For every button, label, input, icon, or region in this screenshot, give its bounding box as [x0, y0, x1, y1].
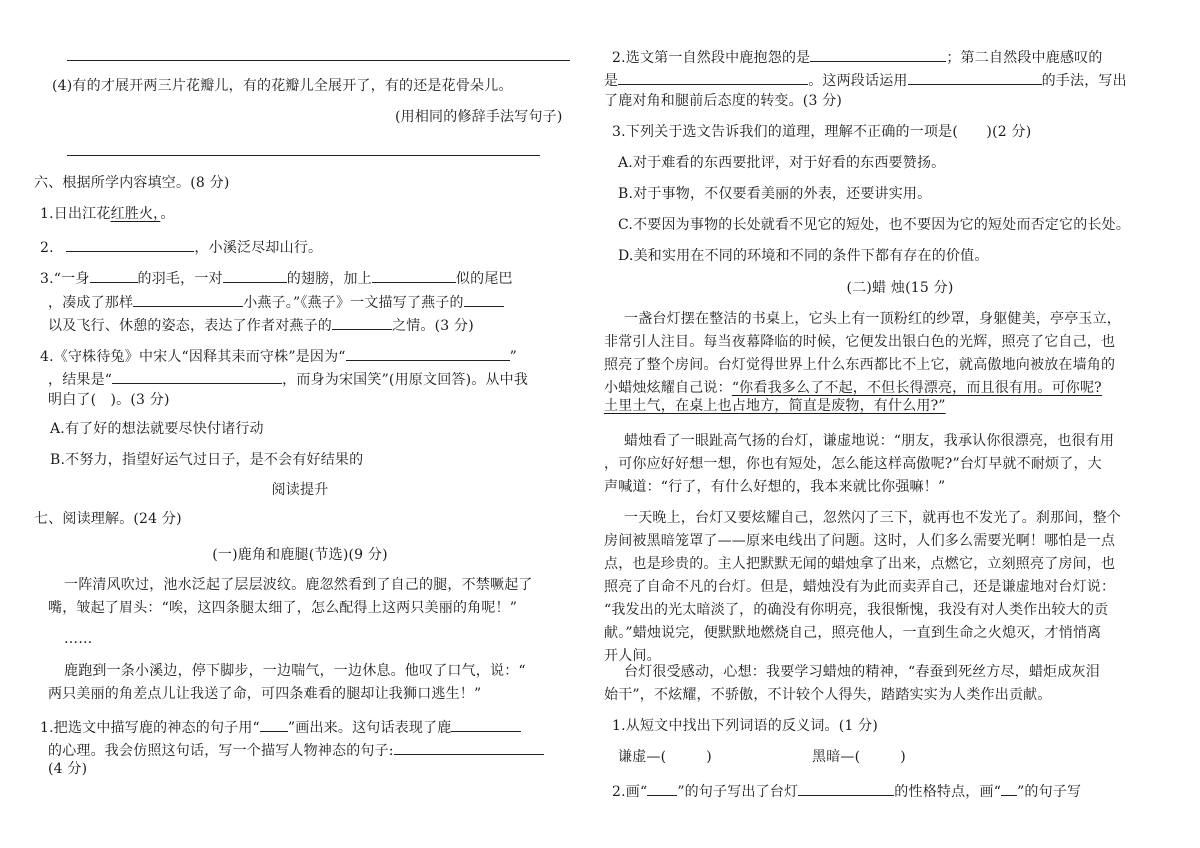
- text: 的翅膀，加上: [286, 271, 372, 287]
- text: ，凑成了那样: [48, 295, 134, 311]
- passage-2-line: 一盏台灯摆在整洁的书桌上，它头上有一顶粉红的纱罩，身躯健美，亭亭玉立，: [624, 311, 1121, 327]
- q1-antonym-title: 1.从短文中找出下列词语的反义词。(1 分): [612, 718, 879, 734]
- text: ”的句子写: [1017, 784, 1082, 800]
- text: 是: [604, 73, 619, 89]
- text: 2.选文第一自然段中鹿抱怨的是: [612, 50, 811, 66]
- text: 之情。(3 分): [392, 318, 474, 334]
- text: ，而身为宋国笑”(用原文回答)。从中我: [282, 372, 529, 388]
- passage-1-title: (一)鹿角和鹿腿(节选)(9 分): [212, 547, 388, 563]
- text: 1.把选文中描写鹿的神态的句子用“: [40, 720, 260, 736]
- text: ): [706, 749, 712, 765]
- q2-character-line: [612, 780, 1081, 801]
- text: 的性格特点，画“: [894, 784, 1002, 800]
- passage-2-line: 房间被黑暗笼罩了——原来电线出了问题。这时，人们多么需要光啊！哪怕是一点: [604, 533, 1116, 549]
- text: ，结果是“: [48, 372, 113, 388]
- passage-2-line: 献。”蜡烛说完，便默默地燃烧自己，照亮他人，一直到生命之火熄灭，才悄悄离: [604, 625, 1102, 641]
- answer-line: [67, 155, 540, 156]
- q2-line-c: 了鹿对角和腿前后态度的转变。(3 分): [604, 93, 843, 109]
- s6-item-3-line-b: [48, 291, 504, 312]
- q3-option-a: A.对于难看的东西要批评，对于好看的东西要赞扬。: [618, 155, 946, 171]
- passage-2-line: “我发出的光太暗淡了，的确没有你明亮，我很惭愧，我没有对人类作出较大的贡: [604, 602, 1109, 618]
- passage-2-line: 台灯很受感动，心想：我要学习蜡烛的精神，“春蚕到死丝方尽，蜡炬成灰泪: [624, 664, 1100, 680]
- q3-option-b: B.对于事物，不仅要看美丽的外表，还要讲实用。: [618, 186, 932, 202]
- blank[interactable]: [133, 291, 243, 307]
- q3-title: 3.下列关于选文告诉我们的道理，理解不正确的一项是( )(2 分): [612, 124, 1032, 140]
- text: ): [900, 749, 906, 765]
- blank[interactable]: [908, 69, 1042, 85]
- blank[interactable]: [112, 368, 282, 384]
- text: 2.画“: [612, 784, 648, 800]
- passage-2-line: 非常引人注目。每当夜幕降临的时候，它便发出银白色的光辉，照亮了它自己，也: [604, 334, 1116, 350]
- s6-item-2: [40, 236, 322, 257]
- underlined-sentence: “你看我多么了不起，不但长得漂亮，而且很有用。可你呢?: [731, 380, 1102, 396]
- passage-1-line: 一阵清风吹过，池水泛起了层层波纹。鹿忽然看到了自己的腿，不禁噘起了: [64, 577, 533, 593]
- right-column: [600, 0, 1200, 848]
- text: 小蜡烛炫耀自己说：: [604, 380, 732, 396]
- blank[interactable]: [451, 716, 521, 732]
- blank[interactable]: [647, 780, 677, 796]
- text: 的手法，写出: [1041, 73, 1127, 89]
- blank[interactable]: [260, 716, 288, 732]
- text: 小燕子。”《燕子》一文描写了燕子的: [243, 295, 464, 311]
- text: 以及飞行、休憩的姿态，表达了作者对燕子的: [48, 318, 332, 334]
- s6-4-option-a: A.有了好的想法就要尽快付诸行动: [50, 421, 264, 437]
- passage-2-line: 点，也是珍贵的。主人把默默无闻的蜡烛拿了出来，点燃它，立刻照亮了房间，也: [604, 556, 1116, 572]
- s6-item-3-line-c: [48, 314, 474, 335]
- blank[interactable]: [810, 46, 946, 62]
- s6-4-option-b: B.不努力，指望好运气过日子，是不会有好结果的: [50, 452, 364, 468]
- q1-line-b: [48, 739, 544, 760]
- s6-item-4-line-b: [48, 368, 528, 389]
- s6-1-pre: 1.日出江花: [40, 206, 111, 222]
- s6-1-fill: 红胜火，: [110, 206, 161, 222]
- text: 似的尾巴: [455, 271, 513, 287]
- blank[interactable]: [1001, 780, 1017, 796]
- blank[interactable]: [223, 267, 287, 283]
- passage-2-line: 照亮了自命不凡的台灯。但是，蜡烛没有为此而卖弄自己，还是谦虚地对台灯说：: [604, 579, 1116, 595]
- text: 。这两段话运用: [808, 73, 908, 89]
- text: ”画出来。这句话表现了鹿: [287, 720, 452, 736]
- text: 黑暗—(: [812, 749, 861, 765]
- blank[interactable]: [618, 69, 808, 85]
- q1-antonym-1: [618, 748, 712, 766]
- q2-line-b: [604, 69, 1127, 90]
- q3-option-c: C.不要因为事物的长处就看不见它的短处，也不要因为它的短处而否定它的长处。: [618, 217, 1131, 233]
- text: 3.“一身: [40, 271, 90, 287]
- passage-2-line: ，可你应好好想一想，你也有短处，怎么能这样高傲呢?”台灯早就不耐烦了，大: [604, 456, 1102, 472]
- s6-item-1: [40, 205, 175, 223]
- passage-2-line: 蜡烛看了一眼趾高气扬的台灯，谦虚地说：“朋友，我承认你很漂亮，也很有用: [624, 433, 1115, 449]
- blank[interactable]: [346, 345, 510, 361]
- passage-2-line: 照亮了整个房间。台灯觉得世界上什么东西都比不上它，就高傲地向被放在墙角的: [604, 357, 1116, 373]
- passage-2-line: [604, 379, 1102, 397]
- passage-1-line: 两只美丽的角差点儿让我送了命，可四条难看的腿却让我狮口逃生！”: [48, 686, 482, 702]
- underlined-sentence: 土里土气，在桌上也占地方，简直是废物，有什么用?”: [604, 398, 946, 414]
- passage-2-line: 一天晚上，台灯又要炫耀自己，忽然闪了三下，就再也不发光了。刹那间，整个: [624, 510, 1121, 526]
- text: ”: [509, 349, 517, 365]
- q1-line-a: [40, 716, 521, 737]
- s6-item-3-line-a: [40, 267, 513, 288]
- text: 4.《守株待兔》中宋人“因释其耒而守株”是因为“: [40, 349, 346, 365]
- blank[interactable]: [90, 267, 138, 283]
- passage-1-ellipsis: ……: [64, 631, 93, 647]
- passage-2-line: 声喊道：“行了，有什么好想的，我本来就比你强嘛！”: [604, 479, 946, 495]
- passage-1-line: 鹿跑到一条小溪边，停下脚步，一边喘气，一边休息。他叹了口气，说：“: [64, 663, 526, 679]
- passage-2-title: (二)蜡 烛(15 分): [846, 280, 954, 296]
- s6-2-post: ，小溪泛尽却山行。: [194, 240, 323, 256]
- q1-antonym-2: [812, 748, 906, 766]
- text: 的羽毛，一对: [137, 271, 223, 287]
- section-6-title: 六、根据所学内容填空。(8 分): [34, 175, 230, 191]
- blank[interactable]: [66, 236, 194, 252]
- s6-1-post: 。: [160, 206, 175, 222]
- q1-line-c: (4 分): [48, 761, 88, 777]
- blank[interactable]: [332, 314, 392, 330]
- q4-sentence: (4)有的才展开两三片花瓣儿，有的花瓣儿全展开了，有的还是花骨朵儿。: [52, 78, 513, 94]
- blank[interactable]: [394, 739, 544, 755]
- reading-header: 阅读提升: [271, 482, 329, 498]
- section-7-title: 七、阅读理解。(24 分): [34, 511, 182, 527]
- s6-item-4-line-a: [40, 345, 517, 366]
- text: 的心理。我会仿照这句话，写一个描写人物神态的句子:: [48, 743, 394, 759]
- blank[interactable]: [798, 780, 894, 796]
- text: ；第二自然段中鹿感叹的: [946, 50, 1103, 66]
- text: 谦虚—(: [618, 749, 667, 765]
- answer-line: [67, 60, 570, 61]
- passage-2-line: 开人间。: [604, 648, 661, 664]
- passage-2-line: 始干”，不炫耀，不骄傲，不计较个人得失，踏踏实实为人类作出贡献。: [604, 687, 1052, 703]
- blank[interactable]: [464, 291, 504, 307]
- q3-option-d: D.美和实用在不同的环境和不同的条件下都有存在的价值。: [618, 248, 989, 264]
- s6-2-num: 2.: [40, 240, 54, 256]
- passage-1-line: 嘴，皱起了眉头：“唉，这四条腿太细了，怎么配得上这两只美丽的角呢！”: [48, 600, 518, 616]
- q4-instruction: (用相同的修辞手法写句子): [395, 109, 563, 125]
- text: ”的句子写出了台灯: [677, 784, 799, 800]
- s6-item-4-line-c: 明白了( )。(3 分): [48, 392, 170, 408]
- q2-line-a: [612, 46, 1103, 67]
- blank[interactable]: [372, 267, 456, 283]
